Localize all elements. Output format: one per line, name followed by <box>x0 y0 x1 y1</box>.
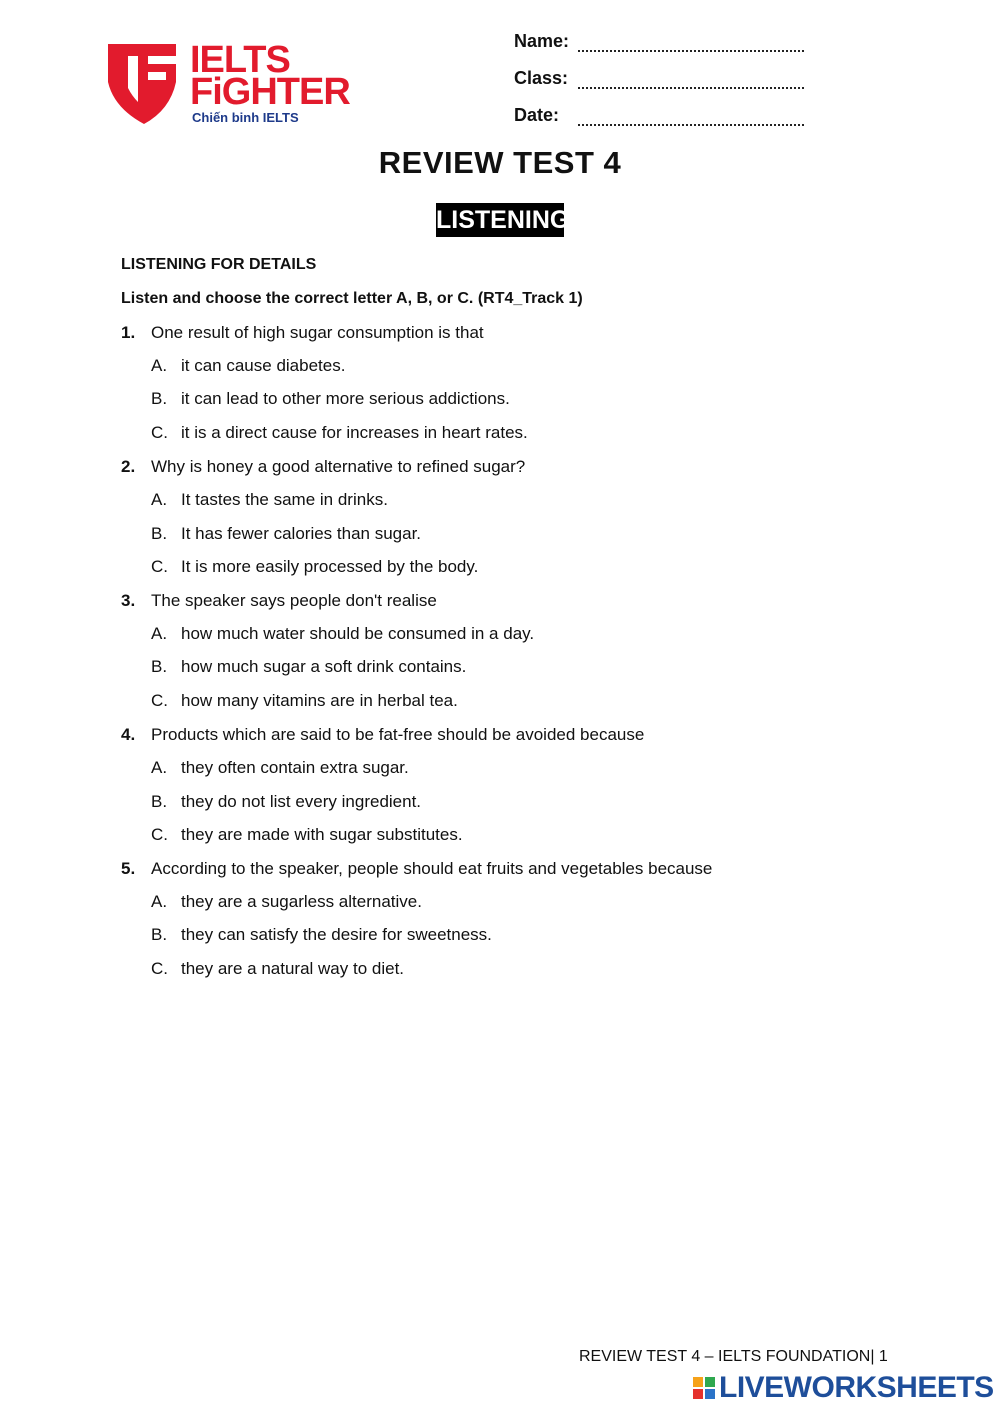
page-footer: REVIEW TEST 4 – IELTS FOUNDATION| 1 <box>579 1348 888 1365</box>
question-5-option-a[interactable]: A. they are a sugarless alternative. <box>151 892 422 911</box>
ielts-fighter-logo <box>108 39 358 132</box>
shield-logo-icon <box>108 42 180 126</box>
name-label: Name: <box>514 31 570 51</box>
question-3-option-a[interactable]: A. how much water should be consumed in a day. <box>151 624 535 643</box>
question-5-option-b[interactable]: B. they can satisfy the desire for sweetness. <box>151 925 492 944</box>
section-label: LISTENING <box>436 203 564 237</box>
question-3-option-b[interactable]: B. how much sugar a soft drink contains. <box>151 657 467 676</box>
question-2-option-b[interactable]: B. It has fewer calories than sugar. <box>151 524 422 543</box>
date-field[interactable] <box>578 124 804 126</box>
liveworksheets-text: LIVEWORKSHEETS <box>719 1371 994 1404</box>
logo-line-1: IELTS <box>190 39 290 81</box>
section-heading: LISTENING FOR DETAILS <box>121 256 317 273</box>
question-4: 4. Products which are said to be fat-free should be avoided because <box>121 725 645 744</box>
question-4-option-a[interactable]: A. they often contain extra sugar. <box>151 758 409 777</box>
question-3: 3. The speaker says people don't realise <box>121 591 437 610</box>
question-5-option-c[interactable]: C. they are a natural way to diet. <box>151 959 405 978</box>
question-1-option-c[interactable]: C. it is a direct cause for increases in heart rates. <box>151 423 528 442</box>
question-1-option-b[interactable]: B. it can lead to other more serious addictions. <box>151 389 510 408</box>
instruction: Listen and choose the correct letter A, B, or C. (RT4_Track 1) <box>121 290 583 307</box>
class-field[interactable] <box>578 87 804 89</box>
question-4-option-c[interactable]: C. they are made with sugar substitutes. <box>151 825 463 844</box>
date-label: Date: <box>514 105 560 125</box>
question-2-option-c[interactable]: C. It is more easily processed by the body. <box>151 557 479 576</box>
logo-line-2: FiGHTER <box>190 71 350 113</box>
class-label: Class: <box>514 68 569 88</box>
question-4-option-b[interactable]: B. they do not list every ingredient. <box>151 792 422 811</box>
question-1: 1. One result of high sugar consumption is that <box>121 323 484 342</box>
question-2: 2. Why is honey a good alternative to refined sugar? <box>121 457 526 476</box>
question-2-option-a[interactable]: A. It tastes the same in drinks. <box>151 490 388 509</box>
liveworksheets-icon <box>693 1377 715 1399</box>
logo-subtitle: Chiến binh IELTS <box>192 110 299 125</box>
page-title: REVIEW TEST 4 <box>378 145 622 180</box>
liveworksheets-watermark <box>693 1372 994 1404</box>
question-1-option-a[interactable]: A. it can cause diabetes. <box>151 356 346 375</box>
question-5: 5. According to the speaker, people should eat fruits and vegetables because <box>121 859 713 878</box>
question-3-option-c[interactable]: C. how many vitamins are in herbal tea. <box>151 691 458 710</box>
name-field[interactable] <box>578 50 804 52</box>
